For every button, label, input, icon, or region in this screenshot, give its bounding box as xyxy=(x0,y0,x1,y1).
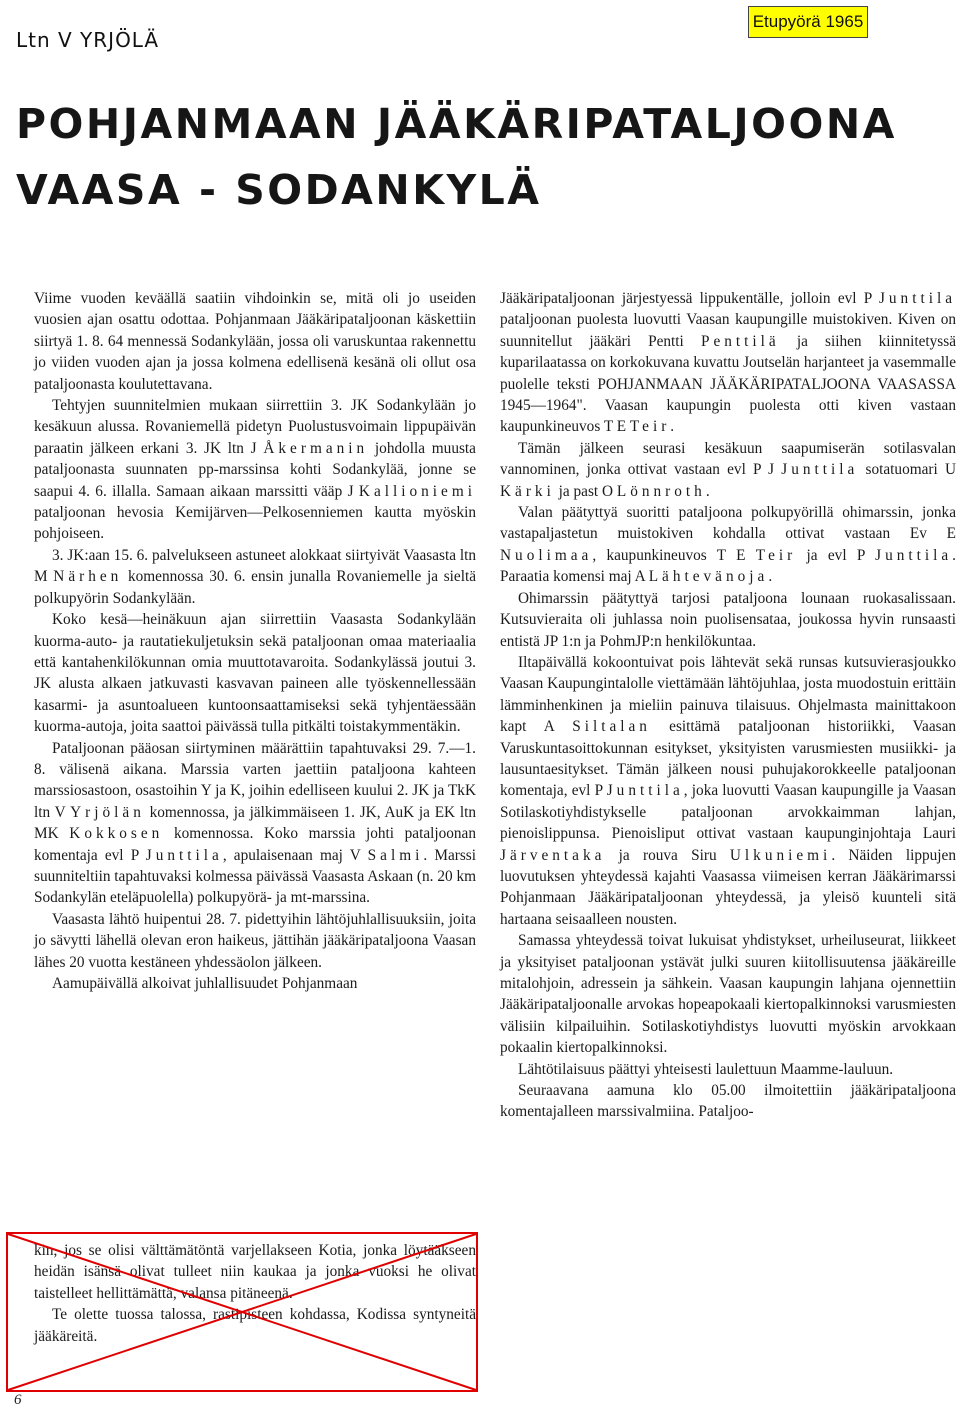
person-name: Åkermanin xyxy=(263,439,369,457)
person-name: Järventaka xyxy=(500,846,606,864)
paragraph: Valan päätyttyä suoritti pataljoona polkupyörillä ohimarssin, jonka vastapaljastetun muistokiven kohdalla ottivat vastaan Ev E Nuolimaa, kaupunkineuvos T E Teir ja evl P Junttila. Paraatia komensi maj A Lähtevänoja. xyxy=(500,504,956,586)
article-title-line1: POHJANMAAN JÄÄKÄRIPATALJOONA xyxy=(16,100,897,148)
person-name: Lähtevänoja xyxy=(648,568,769,586)
person-name: Kokkosen xyxy=(69,825,164,843)
article-title-line2: VAASA - SODANKYLÄ xyxy=(16,166,542,214)
person-name: Kallioniemi xyxy=(358,482,476,500)
paragraph: Vaasasta lähtö huipentui 28. 7. pidettyihin lähtöjuhlallisuuksiin, joita jo sävytti lähellä olevan eron haikeus, jättihän jääkäripataljoona Vaasan lähes 20 vuotta kestäneen yhdessäolon jälkeen. xyxy=(34,910,476,971)
person-name: Salmi xyxy=(367,846,424,864)
paragraph: Aamupäivällä alkoivat juhlallisuudet Pohjanmaan xyxy=(52,975,358,992)
person-name: Junttila xyxy=(875,546,953,564)
person-name: Kärki xyxy=(500,482,555,500)
person-name: Junttila xyxy=(145,846,223,864)
paragraph: Iltapäivällä kokoontuivat pois lähtevät sekä runsas kutsuvierasjoukko Vaasan Kaupungintalolle viettämään lähtöjuhlaa, josta muodostuin erittäin lämminhenkinen ja mieliin painuva tilaisuus. Ohjelmasta mainittakoon kapt A Siltalan esittämä pataljoonan historiikki, Vaasan Varuskuntasoittokunnan esitykset, yksityisten varusmiesten musiikki- ja lausuntaesitykset. Tämän jälkeen nousi puhujakorokkeelle pataljoonan komentaja, evl P Junttila, joka luovutti Vaasan kaupungille ja Vaasan Sotilaskotiyhdistykselle pataljoonan arvokkaimman lahjan, pienoislippunsa. Pienoisliput ottivat vastaan kaupunginjohtaja Lauri Järventaka ja rouva Siru Ulkuniemi. Näiden lippujen luovutuksen yhteydessä kajahti Vaasassa viimeisen kerran Jääkärimarssi Pohjanmaan Jääkäripataljoonan yhteydessä, ja yleisö kuunteli sitä hartaana seisaalleen nousten. xyxy=(500,653,957,928)
right-column xyxy=(500,288,956,1123)
page-number: 6 xyxy=(14,1392,22,1408)
person-name: Siltalan xyxy=(572,718,651,736)
person-name: Närhen xyxy=(53,568,123,586)
left-column xyxy=(34,288,476,994)
person-name: Junttila xyxy=(878,290,956,307)
author-byline: Ltn V YRJÖLÄ xyxy=(16,28,160,52)
paragraph: Pataljoonan pääosan siirtyminen määrättiin tapahtuvaksi 29. 7.—1. 8. välisenä aikana. Marssia varten jaettiin pataljoona kahteen marssiosastoon, osastoihin Y ja K, joihin edelliseen kuului 2. JK ja TkK ltn V Yrjölän komennossa, ja jälkimmäiseen 1. JK, AuK ja EK ltn MK Kokkosen komennossa. Koko marssia johti pataljoonan komentaja evl P Junttila, apulaisenaan maj V Salmi. Marssi suunniteltiin tapahtuvaksi kolmessa päivässä Vaasasta Askaan (n. 20 km Sodankylän eteläpuolella) polkupyörä- ja mt-marssina. xyxy=(34,739,476,907)
person-name: Penttilä xyxy=(700,332,780,350)
paragraph: Tämän jälkeen seurasi kesäkuun saapumiserän sotilasvalan vannominen, jonka ottivat vastaan evl P J Junttila sotatuomari U Kärki ja past O Lönnroth. xyxy=(500,439,956,500)
red-cross-mark xyxy=(6,1232,478,1392)
person-name: Teir xyxy=(629,418,671,436)
paragraph: Lähtötilaisuus päättyi yhteisesti laulettuun Maamme-lauluun. xyxy=(518,1060,894,1078)
person-name: Yrjölän xyxy=(70,803,145,821)
paragraph: Te olette tuossa talossa, rastipisteen kohdassa, Kodissa syntyneitä jääkäreitä. xyxy=(34,1306,476,1345)
paragraph: Samassa yhteydessä toivat lukuisat yhdistykset, urheiluseurat, liikkeet ja yksityiset pataljoonan ystävät julki suuren kiitollisuutensa jääkäreille mitalohjoin, adressein ja sähkein. Vaasan kaupungin lahjana ojennettiin Jääkäripataljoonalle arvokas hopeapokaali kiertopalkinnoksi varusmiesten välisiin kilpailuihin. Sotilaskotiyhdistys luovutti myöskin arvokkaan pokaalin kiertopalkinnoksi. xyxy=(500,932,956,1057)
person-name: Junttila xyxy=(606,782,684,800)
person-name: Nuolimaa xyxy=(500,546,593,564)
paragraph: 3. JK:aan 15. 6. palvelukseen astuneet alokkaat siirtyivät Vaasasta ltn M Närhen komennossa 30. 6. ensin junalla Rovaniemelle ja sieltä polkupyörin Sodankylään. xyxy=(34,546,476,607)
paragraph: Seuraavana aamuna klo 05.00 ilmoitettiin jääkäripataljoona komentajalleen marssivalmiina. Pataljoo- xyxy=(500,1082,956,1121)
paragraph: Ohimarssin päätyttyä tarjosi pataljoona lounaan ruokasalissaan. Kutsuvieraita oli juhlassa noin puolisensataa, joukossa hyvin runsaasti entistä JP 1:n ja PohmJP:n henkilökuntaa. xyxy=(500,589,956,650)
paragraph: Koko kesä—heinäkuun ajan siirrettiin Vaasasta Sodankylään kuorma-auto- ja rautatiekuljetuksin sekä pataljoonan omaa materiaalia että kantahenkilökunnan omia muuttotavaroita. Sodankylässä joutui 3. JK alusta alkaen jatkuvasti kasvavan paineen alle työskennellessään kasarmi- ja asuntoalueen kuntoonsaattamiseksi sekä tyhjentäessään kuorma-autoja, joita saattoi päivässä tulla pitkälti toistakymmentäkin. xyxy=(34,611,476,736)
person-name: Junttila xyxy=(781,461,859,479)
person-name: Teir xyxy=(755,546,797,564)
paragraph: Tehtyjen suunnitelmien mukaan siirrettiin 3. JK Sodankylään jo kesäkuun alussa. Rovaniemellä pidetyn Puolustusvoimain lippupäivän paraatin jälkeen erkani 3. JK ltn J Åkermanin johdolla muusta pataljoonasta suunnaten pp-marssinsa kohti Sodankylää, jonne se saapui 4. 6. illalla. Samaan aikaan marssitti vääp J Kallioniemi pataljoonan hevosia Kemijärven—Pelkosenniemen kautta myöskin pohjoiseen. xyxy=(34,397,476,543)
paragraph: Viime vuoden keväällä saatiin vihdoinkin se, mitä oli jo useiden vuosien ajan osattu odottaa. Pohjanmaan Jääkäripataljoonan käskettiin siirtyä 1. 8. 64 mennessä Sodankylään, jossa oli varuskuntaa rakennettu jo viiden vuoden ajan ja jossa kolmena edellisenä kesänä oli ollut osa pataljoonasta koulutettavana. xyxy=(34,290,476,393)
person-name: Ulkuniemi xyxy=(729,846,832,864)
paragraph: kin, jos se olisi välttämätöntä varjellakseen Kotia, jonka löytääkseen heidän isänsä olivat tulleet niin kaukaa ja jonka vuoksi he olivat taistelleet hellittämättä, valansa pitäneenä. xyxy=(34,1242,476,1302)
year-badge: Etupyörä 1965 xyxy=(748,6,868,38)
paragraph: Jääkäripataljoonan järjestyessä lippukentälle, jolloin evl P Junttila pataljoonan puolesta luovutti Vaasan kaupungille muistokiven. Kiven on suunnitellut jääkäri Pentti Penttilä ja siihen kiinnitetyssä kuparilaatassa on korkokuvana kuvattu Joutselän harjanteet ja vasemmalle puolelle teksti POHJANMAAN JÄÄKÄRIPATALJOONA VAASASSA 1945—1964". Vaasan kaupungin puolesta otti kiven vastaan kaupunkineuvos T E Teir. xyxy=(500,290,956,436)
person-name: Lönnroth xyxy=(616,482,706,500)
